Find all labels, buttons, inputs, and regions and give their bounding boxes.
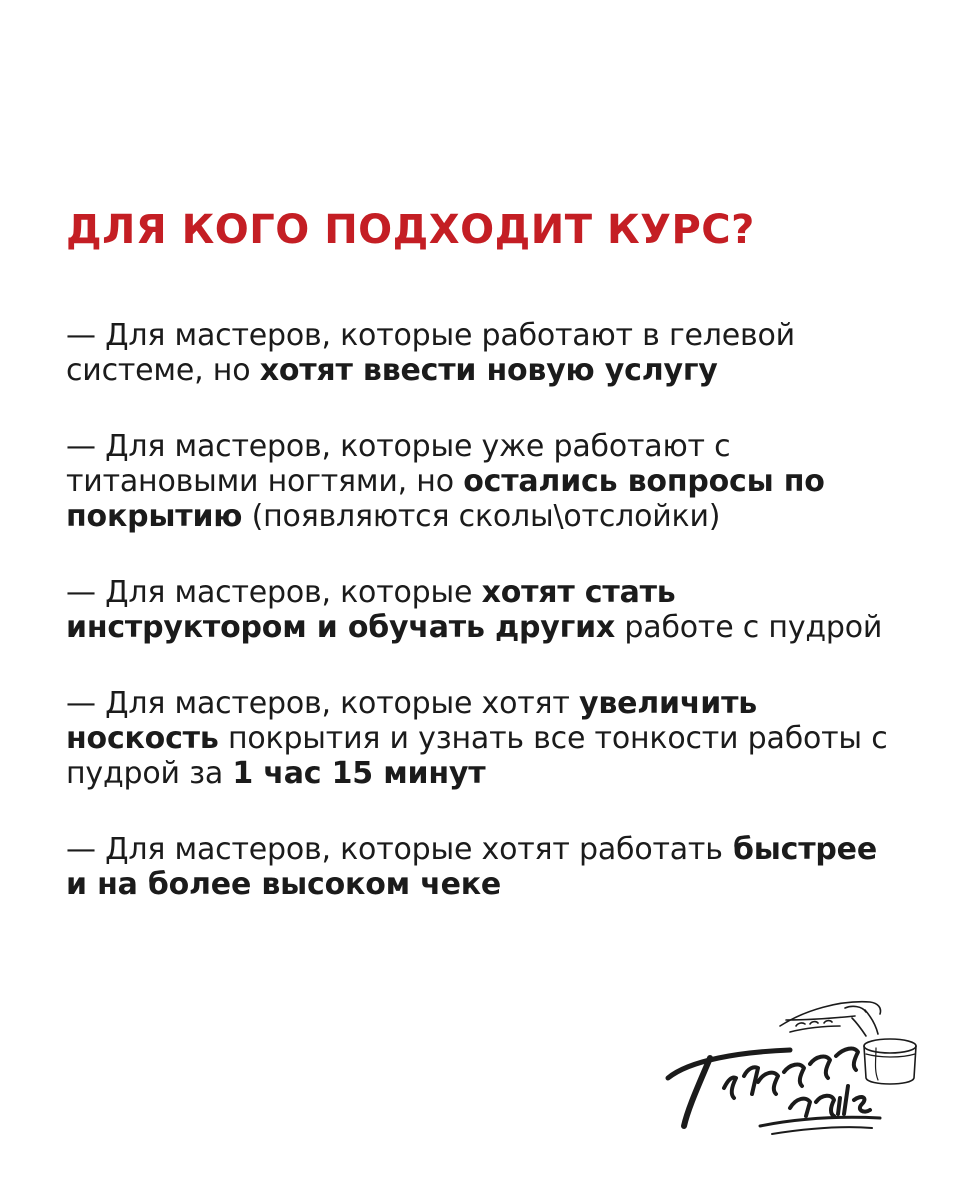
body-text: — Для мастеров, которые уже работают с титановыми ногтями, но: [66, 429, 731, 499]
titanium-nails-logo: [640, 990, 930, 1150]
body-text: — Для мастеров, которые хотят: [66, 686, 579, 721]
body-text: работе с пудрой: [615, 610, 883, 645]
body-text: — Для мастеров, которые работают в гелевой системе, но: [66, 318, 795, 388]
body-text: — Для мастеров, которые: [66, 575, 482, 610]
body-text: — Для мастеров, которые хотят работать: [66, 832, 723, 867]
highlight-text: остались вопросы по покрытию: [66, 464, 825, 534]
highlight-text: 1 час 15 минут: [232, 756, 486, 791]
audience-item: [66, 318, 896, 388]
highlight-text: хотят стать инструктором и обучать других: [66, 575, 676, 645]
audience-item: [66, 429, 896, 534]
audience-item: [66, 832, 896, 902]
audience-list: [66, 318, 896, 943]
body-text: покрытия и узнать все тонкости работы с пудрой за: [66, 721, 888, 791]
body-text: (появляются сколы\отслойки): [242, 499, 721, 534]
highlight-text: быстрее и на более высоком чеке: [66, 832, 877, 902]
audience-item: [66, 575, 896, 645]
logo-script: [668, 1049, 880, 1134]
page-title: ДЛЯ КОГО ПОДХОДИТ КУРС?: [66, 207, 755, 253]
highlight-text: хотят ввести новую услугу: [259, 353, 718, 388]
highlight-text: увеличить носкость: [66, 686, 758, 756]
audience-item: [66, 686, 896, 791]
